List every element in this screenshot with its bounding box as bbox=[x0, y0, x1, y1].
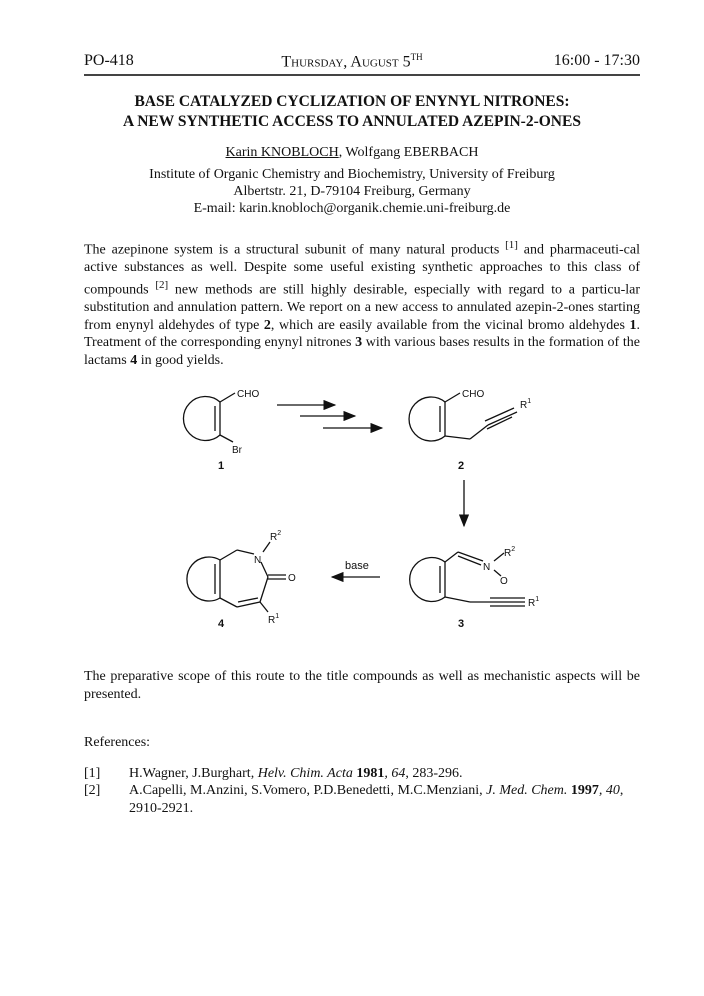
compound-ref: 1 bbox=[629, 317, 637, 333]
base-label: base bbox=[345, 560, 369, 572]
r-text: R bbox=[520, 400, 528, 411]
r1-label bbox=[528, 596, 539, 609]
reference-text bbox=[129, 782, 640, 817]
r1-label bbox=[268, 613, 279, 626]
ref-journal: J. Med. Chem. bbox=[486, 783, 568, 798]
reference-number: [1] bbox=[84, 766, 101, 781]
r-text: R bbox=[528, 598, 536, 609]
ref-volume: , 40 bbox=[598, 783, 620, 798]
scope-paragraph: The preparative scope of this route to the title compounds as well as mechanistic aspects will be presented. bbox=[84, 669, 640, 702]
text: new methods are still highly desirable, especially with regard to a particu-lar substitution and annulation pattern. We report on a new access to annulated azepin-2-ones starting from enynyl aldehydes of type bbox=[84, 282, 641, 333]
compound-2-structure bbox=[409, 393, 517, 441]
reaction-scheme bbox=[160, 370, 580, 640]
reference-item bbox=[84, 765, 640, 783]
compound-ref: 3 bbox=[355, 335, 363, 351]
presenting-author: Karin KNOBLOCH bbox=[225, 145, 339, 160]
r1-label bbox=[520, 398, 531, 411]
ref-authors: A.Capelli, M.Anzini, S.Vomero, P.D.Benedetti, M.C.Menziani, bbox=[129, 783, 487, 798]
n-label: N bbox=[483, 562, 491, 573]
authors bbox=[0, 145, 704, 161]
reference-item bbox=[84, 782, 640, 817]
r2-label bbox=[504, 546, 515, 559]
abstract-paragraph bbox=[84, 237, 640, 369]
br-label: Br bbox=[232, 445, 242, 456]
ref-volume: , 64 bbox=[384, 766, 406, 781]
r-text: R bbox=[268, 615, 276, 626]
day-sup: TH bbox=[410, 52, 423, 62]
cho-label: CHO bbox=[237, 389, 260, 400]
references-heading: References: bbox=[84, 735, 151, 750]
ref-year: 1997 bbox=[567, 783, 599, 798]
r-text: R bbox=[270, 532, 278, 543]
compound-ref: 4 bbox=[130, 352, 138, 368]
r2-label bbox=[270, 530, 281, 543]
affiliation-line-1: Institute of Organic Chemistry and Biochemistry, University of Freiburg bbox=[149, 167, 555, 182]
day-text: Thursday, August 5 bbox=[281, 53, 411, 71]
header-rule bbox=[84, 74, 640, 76]
r-sup: 1 bbox=[535, 596, 540, 603]
reference-text bbox=[129, 765, 640, 783]
r-sup: 1 bbox=[275, 613, 280, 620]
reference-number: [2] bbox=[84, 783, 101, 798]
session-code: PO-418 bbox=[84, 52, 134, 69]
ref-journal: Helv. Chim. Acta bbox=[257, 766, 353, 781]
compound-1-structure bbox=[183, 393, 235, 442]
co-authors: , Wolfgang EBERBACH bbox=[338, 145, 479, 160]
compound-label-3: 3 bbox=[458, 618, 465, 630]
text: The azepinone system is a structural subunit of many natural products bbox=[84, 242, 506, 258]
ref-year: 1981 bbox=[352, 766, 385, 781]
text: , which are easily available from the vicinal bromo aldehydes bbox=[270, 317, 630, 333]
citation-1: [1] bbox=[505, 239, 518, 251]
compound-4-structure bbox=[187, 542, 286, 612]
citation-2: [2] bbox=[155, 278, 169, 291]
ref-pages: , bbox=[619, 783, 624, 798]
title-line-1: BASE CATALYZED CYCLIZATION OF ENYNYL NITRONES: bbox=[134, 93, 570, 110]
r-sup: 2 bbox=[277, 530, 282, 537]
title-line-2: A NEW SYNTHETIC ACCESS TO ANNULATED AZEPIN-2-ONES bbox=[123, 113, 581, 130]
cho-label: CHO bbox=[462, 389, 485, 400]
text: in good yields. bbox=[137, 352, 224, 368]
r-sup: 2 bbox=[511, 546, 516, 553]
text: . Treatment of the corresponding enynyl nitrones bbox=[84, 317, 641, 351]
compound-label-1: 1 bbox=[218, 460, 225, 472]
ref-pages-cont: 2910-2921. bbox=[129, 800, 194, 816]
compound-ref: 2 bbox=[263, 317, 271, 333]
compound-label-4: 4 bbox=[218, 618, 225, 630]
email: E-mail: karin.knobloch@organik.chemie.uni-freiburg.de bbox=[193, 201, 511, 216]
n-label: N bbox=[254, 555, 262, 566]
o-minus-label: O bbox=[500, 576, 508, 587]
r-sup: 1 bbox=[527, 398, 532, 405]
affiliation-line-2: Albertstr. 21, D-79104 Freiburg, Germany bbox=[233, 184, 471, 199]
o-label: O bbox=[288, 573, 296, 584]
compound-label-2: 2 bbox=[458, 460, 465, 472]
r-text: R bbox=[504, 548, 512, 559]
text: with various bases results in the formation of the lactams bbox=[84, 335, 640, 368]
text: and pharmaceuti-cal active substances as well. Despite some useful existing synthetic approaches to this class of compounds bbox=[84, 242, 640, 298]
ref-authors: H.Wagner, J.Burghart, bbox=[129, 766, 258, 781]
ref-pages: , 283-296. bbox=[405, 766, 463, 781]
session-time: 16:00 - 17:30 bbox=[553, 52, 640, 69]
